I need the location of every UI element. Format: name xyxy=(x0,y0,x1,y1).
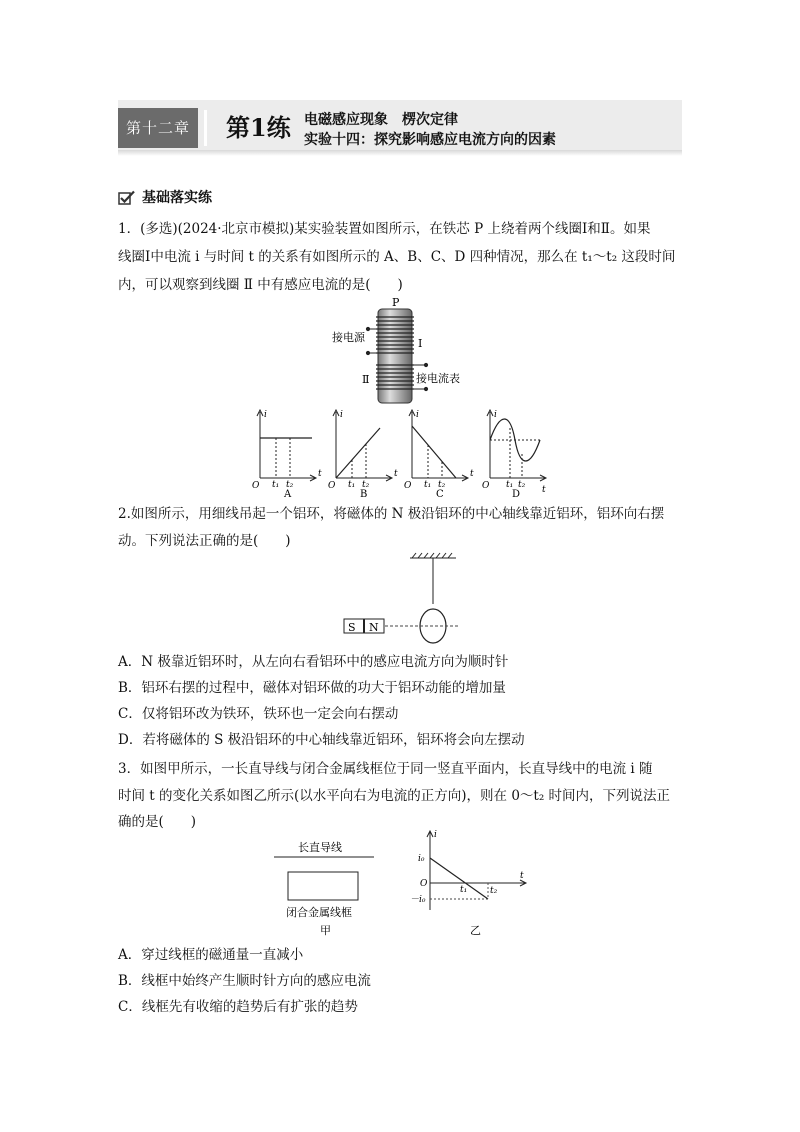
q1-line-3: 内，可以观察到线圈 Ⅱ 中有感应电流的是( ) xyxy=(118,277,403,293)
label-coil-2: Ⅱ xyxy=(362,373,370,386)
ceiling-mount xyxy=(410,553,456,558)
section-heading xyxy=(118,187,212,207)
fig-b-labels xyxy=(410,830,524,905)
graph-a-axis-t: t xyxy=(318,469,322,479)
magnet-n-pole: N xyxy=(369,621,379,634)
graph-d-caption: D xyxy=(512,489,521,498)
q3-figure-a xyxy=(270,838,380,938)
fig-b-axis-t: t xyxy=(520,871,524,881)
graph-a-axis-i: i xyxy=(264,410,267,420)
graph-b-t2: t₂ xyxy=(362,480,370,490)
graph-c-t2: t₂ xyxy=(438,480,446,490)
coil-2 xyxy=(376,365,414,389)
graph-c-t1: t₁ xyxy=(424,480,432,490)
q3-line-2: 时间 t 的变化关系如图乙所示(以水平向右为电流的正方向)，则在 0～t₂ 时间内，下列说法正 xyxy=(118,788,671,804)
graph-c-origin: O xyxy=(404,481,412,491)
graph-axis-labels xyxy=(252,410,546,495)
fig-b-caption: 乙 xyxy=(470,924,481,937)
label-coil-1: Ⅰ xyxy=(418,337,423,350)
q2-option-c: C．仅将铝环改为铁环，铁环也一定会向右摆动 xyxy=(118,706,399,722)
fig-b-guides xyxy=(430,883,488,899)
q1-current-graphs xyxy=(252,408,552,498)
section-title: 基础落实练 xyxy=(142,190,212,206)
checkbox-icon xyxy=(118,190,136,205)
frame-label: 闭合金属线框 xyxy=(286,906,352,919)
graph-b-origin: O xyxy=(328,481,336,491)
q2-option-a: A．N 极靠近铝环时，从左向右看铝环中的感应电流方向为顺时针 xyxy=(118,654,509,670)
graph-b-caption: B xyxy=(360,489,368,498)
header-titles xyxy=(304,110,556,150)
q2-option-b: B．铝环右摆的过程中，磁体对铝环做的功大于铝环动能的增加量 xyxy=(118,680,506,696)
core-label-p: P xyxy=(392,296,400,309)
graph-c-caption: C xyxy=(436,489,444,498)
practice-number: 第1练 xyxy=(226,113,291,142)
graph-b-axis-t: t xyxy=(394,469,398,479)
q3-option-b: B．线框中始终产生顺时针方向的感应电流 xyxy=(118,973,371,989)
q1-line-2: 线圈Ⅰ中电流 i 与时间 t 的关系有如图所示的 A、B、C、D 四种情况，那么在 t₁～t₂ 这段时间 xyxy=(118,249,676,265)
graph-d-t2: t₂ xyxy=(518,480,526,490)
graph-a-caption: A xyxy=(284,489,292,498)
fig-b-origin: O xyxy=(420,879,428,889)
q3-line-3: 确的是( ) xyxy=(118,814,197,830)
graph-b xyxy=(333,410,392,481)
label-power: 接电源 xyxy=(332,331,365,344)
graph-d-t1: t₁ xyxy=(506,480,514,490)
header-shadow xyxy=(118,150,682,156)
fig-a-caption: 甲 xyxy=(320,924,331,937)
q1-line-1: 1．(多选)(2024·北京市模拟)某实验装置如图所示，在铁芯 P 上绕着两个线圈Ⅰ和Ⅱ。如果 xyxy=(118,221,651,237)
graph-a-t1: t₁ xyxy=(272,480,280,490)
header-divider xyxy=(204,110,207,146)
fig-b-t1: t₁ xyxy=(460,885,468,895)
graph-a-origin: O xyxy=(252,481,260,491)
graph-d-axis-i: i xyxy=(494,410,497,420)
q2-option-d: D．若将磁体的 S 极沿铝环的中心轴线靠近铝环，铝环将会向左摆动 xyxy=(118,732,525,748)
fig-b-neg-i0: －i₀ xyxy=(410,895,426,905)
metal-frame xyxy=(288,872,358,900)
fig-b-t2: t₂ xyxy=(490,886,498,896)
graph-b-axis-i: i xyxy=(340,410,343,420)
wire-label: 长直导线 xyxy=(298,841,342,854)
graph-c-axis-t: t xyxy=(470,469,474,479)
q3-line-1: 3．如图甲所示，一长直导线与闭合金属线框位于同一竖直平面内，长直导线中的电流 i 随 xyxy=(118,761,653,777)
q3-option-c: C．线框先有收缩的趋势后有扩张的趋势 xyxy=(118,999,358,1015)
current-line xyxy=(430,858,488,899)
label-meter: 接电流表 xyxy=(416,372,460,385)
q3-figure-b xyxy=(410,828,536,940)
magnet-s-pole: S xyxy=(348,621,356,634)
fig-b-i0: i₀ xyxy=(418,854,425,864)
q2-line-1: 2.如图所示，用细线吊起一个铝环，将磁体的 N 极沿铝环的中心轴线靠近铝环，铝环向右摆 xyxy=(118,506,665,522)
graph-a xyxy=(257,410,316,481)
graph-b-t1: t₁ xyxy=(348,480,356,490)
fig-b-axis-i: i xyxy=(434,830,437,840)
q2-ring-figure xyxy=(338,552,468,644)
q3-option-a: A．穿过线框的磁通量一直减小 xyxy=(118,947,304,963)
graph-d xyxy=(487,410,546,481)
q1-coil-figure xyxy=(330,295,490,407)
graph-a-t2: t₂ xyxy=(286,480,294,490)
graph-c xyxy=(409,410,468,481)
fig-b-axes xyxy=(427,831,526,910)
title-line-2: 实验十四：探究影响感应电流方向的因素 xyxy=(304,132,556,148)
q2-line-2: 动。下列说法正确的是( ) xyxy=(118,533,291,549)
graph-d-origin: O xyxy=(482,481,490,491)
graph-d-axis-t: t xyxy=(542,485,546,495)
graph-c-axis-i: i xyxy=(416,410,419,420)
title-line-1: 电磁感应现象 楞次定律 xyxy=(304,112,458,128)
chapter-label: 第十二章 xyxy=(118,108,198,148)
